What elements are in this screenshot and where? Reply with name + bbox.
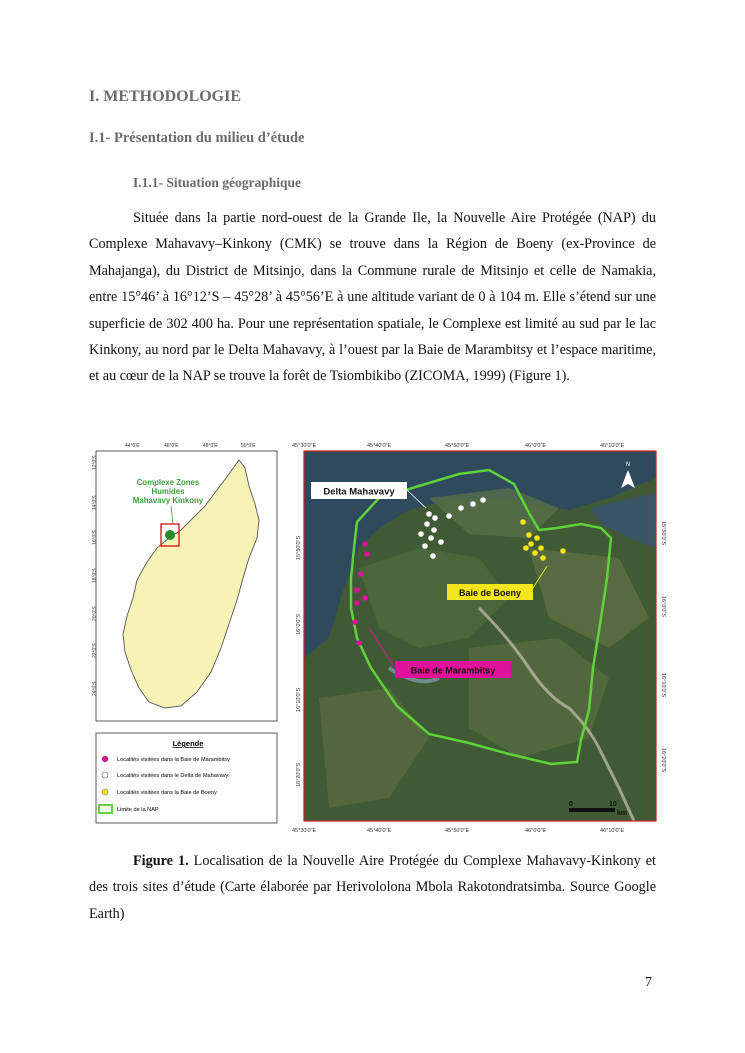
satellite-map (292, 443, 666, 834)
legend-title: Légende (172, 739, 204, 748)
map-bottom-tick: 46°10'0"E (600, 828, 625, 834)
map-top-tick: 46°0'0"E (525, 443, 547, 449)
inset-map (92, 443, 277, 721)
inset-label: Complexe Zones (136, 478, 200, 487)
map-bottom-tick: 45°30'0"E (292, 828, 317, 834)
inset-label: Mahavavy Kinkony (132, 496, 204, 505)
section-heading: I. METHODOLOGIE (89, 88, 242, 105)
inset-top-tick: 50°0'E (241, 443, 256, 449)
body-paragraph: Située dans la partie nord-ouest de la Grande Ile, la Nouvelle Aire Protégée (NAP) du Complexe Mahavavy–Kinkony (CMK) se trouve dans la Région de Boeny (ex-Province de Mahajanga), du District de Mitsinjo, dans la Commune rurale de Mitsinjo et celle de Namakia, entre 15°46’ à 16°12’S – 45°28’ à 45°56’E à une altitude variant de 0 à 104 m. Elle s’étend sur une superficie de 302 400 ha. Pour une représentation spatiale, le Complexe est limité au sud par le lac Kinkony, au nord par le Delta Mahavavy, à l’ouest par la Baie de Marambitsy et l’espace maritime, et au cœur de la NAP se trouve la forêt de Tsiombikibo (ZICOMA, 1999) (Figure 1). (89, 210, 656, 385)
legend-item: Localités visitées dans le Delta de Mahavavy (117, 773, 229, 779)
inset-top-tick: 46°0'E (164, 443, 179, 449)
caption-lead: Figure 1. (133, 853, 189, 869)
inset-left-tick: 16°0'S (92, 530, 98, 545)
boeny-label: Baie de Boeny (458, 588, 522, 598)
inset-left-tick: 12°0'S (92, 455, 98, 470)
svg-text:0: 0 (569, 801, 573, 808)
inset-top-tick: 44°0'E (125, 443, 140, 449)
map-top-tick: 45°40'0"E (367, 443, 392, 449)
inset-left-tick: 18°0'S (92, 568, 98, 583)
legend-item: Localités visitées dans la Baie de Marambitsy (117, 757, 230, 763)
svg-text:N: N (625, 462, 631, 468)
legend-marker (102, 789, 108, 795)
map-left-tick: 16°20'0"S (296, 762, 302, 787)
inset-left-tick: 22°0'S (92, 643, 98, 658)
caption-text: Localisation de la Nouvelle Aire Protégée du Complexe Mahavavy-Kinkony et des trois sites d’étude (Carte élaborée par Herivololona Mbola Rakotondratsimba. Source Google Earth) (89, 853, 656, 922)
legend-marker (102, 756, 108, 762)
figure-map (89, 438, 666, 836)
svg-text:10: 10 (609, 801, 617, 808)
figure-caption (89, 848, 656, 927)
delta-label: Delta Mahavavy (323, 486, 395, 498)
legend (96, 733, 277, 823)
legend-item: Limite de la NAP (117, 807, 159, 813)
map-bottom-tick: 46°0'0"E (525, 828, 547, 834)
page-number: 7 (645, 975, 652, 990)
map-left-tick: 16°0'0"S (296, 613, 302, 635)
legend-marker (102, 772, 108, 778)
inset-left-tick: 14°0'S (92, 495, 98, 510)
map-right-tick: 16°20'0"S (660, 748, 666, 773)
map-bottom-tick: 45°40'0"E (367, 828, 392, 834)
map-left-tick: 15°50'0"S (296, 535, 302, 560)
subsubsection-heading: I.1.1- Situation géographique (133, 175, 302, 190)
map-left-tick: 16°10'0"S (296, 687, 302, 712)
map-right-tick: 15°50'0"S (660, 521, 666, 546)
inset-left-tick: 24°0'S (92, 681, 98, 696)
svg-text:km: km (617, 810, 628, 817)
inset-left-tick: 20°0'S (92, 606, 98, 621)
legend-item: Localités visitées dans la Baie de Boeny (117, 790, 217, 796)
marambitsy-label: Baie de Marambitsy (410, 665, 496, 676)
inset-top-tick: 48°0'E (203, 443, 218, 449)
inset-label: Humides (151, 487, 185, 496)
map-right-tick: 16°10'0"S (660, 673, 666, 698)
map-top-tick: 46°10'0"E (600, 443, 625, 449)
subsection-heading: I.1- Présentation du milieu d’étude (89, 130, 305, 146)
map-bottom-tick: 45°50'0"E (445, 828, 470, 834)
map-top-tick: 45°30'0"E (292, 443, 317, 449)
map-top-tick: 45°50'0"E (445, 443, 470, 449)
map-right-tick: 16°0'0"S (660, 596, 666, 618)
